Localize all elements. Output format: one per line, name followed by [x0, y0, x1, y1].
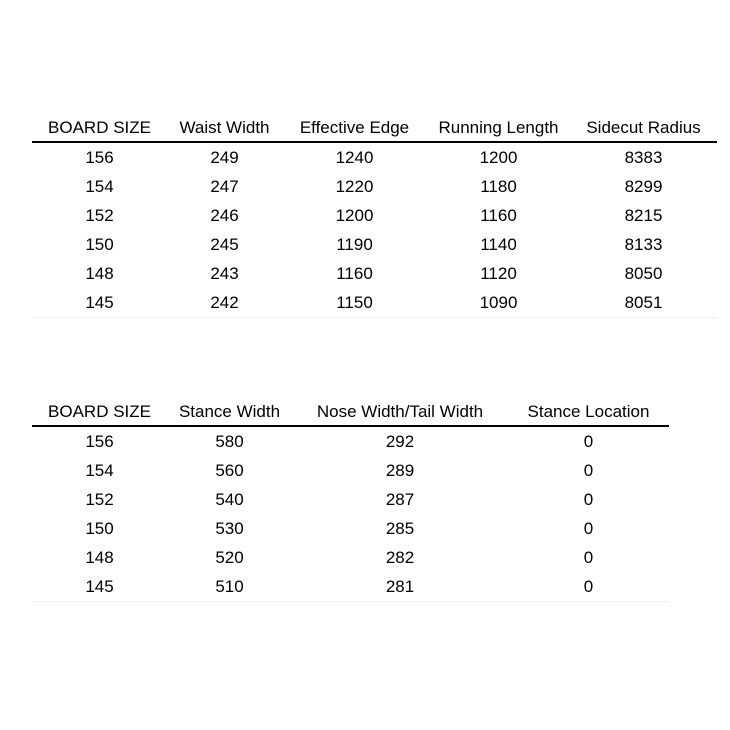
cell-running-length: 1200: [479, 148, 518, 167]
table-row: [32, 259, 717, 288]
column-header-board-size: BOARD SIZE: [32, 114, 167, 142]
cell-stance-location: 0: [583, 548, 594, 567]
cell-board-size: 145: [32, 572, 167, 602]
cell-effective-edge: 1200: [335, 206, 374, 225]
column-header-sidecut-radius: Sidecut Radius: [570, 114, 717, 142]
cell-effective-edge: 1150: [282, 288, 427, 318]
cell-board-size: 156: [85, 432, 114, 451]
cell-running-length: 1120: [480, 264, 517, 283]
column-header-board-size: BOARD SIZE: [32, 398, 167, 426]
cell-waist-width: 243: [210, 264, 239, 283]
cell-board-size: 148: [85, 264, 114, 283]
cell-board-size: 148: [85, 548, 114, 567]
cell-running-length: 1090: [427, 288, 570, 318]
column-header-running-length: Running Length: [427, 114, 570, 142]
cell-board-size: 150: [85, 235, 114, 254]
cell-board-size: 156: [85, 148, 114, 167]
cell-sidecut-radius: 8051: [570, 288, 717, 318]
cell-effective-edge: 1160: [336, 264, 373, 283]
column-header-nose-tail-width: Nose Width/Tail Width: [292, 398, 508, 426]
cell-running-length: 1180: [480, 177, 517, 196]
cell-sidecut-radius: 8215: [624, 206, 663, 225]
cell-stance-location: 0: [508, 572, 669, 602]
table-row: [32, 456, 669, 485]
cell-board-size: 154: [85, 461, 114, 480]
cell-stance-width: 560: [215, 461, 244, 480]
cell-nose-tail-width: 281: [292, 572, 508, 602]
table-row: [32, 426, 669, 456]
cell-stance-width: 540: [215, 490, 244, 509]
table-header-row: [32, 114, 717, 142]
column-header-waist-width: Waist Width: [167, 114, 282, 142]
column-header-stance-location: Stance Location: [508, 398, 669, 426]
cell-nose-tail-width: 287: [385, 490, 415, 509]
cell-stance-width: 530: [215, 519, 244, 538]
table-row: [32, 230, 717, 259]
cell-sidecut-radius: 8133: [624, 235, 663, 254]
cell-waist-width: 242: [167, 288, 282, 318]
board-geometry-table: [32, 114, 717, 318]
cell-stance-width: 510: [167, 572, 292, 602]
table-header-row: [32, 398, 669, 426]
cell-stance-location: 0: [583, 432, 594, 451]
cell-sidecut-radius: 8050: [624, 264, 663, 283]
cell-stance-location: 0: [583, 490, 594, 509]
cell-waist-width: 245: [210, 235, 239, 254]
cell-nose-tail-width: 292: [385, 432, 415, 451]
table-row: [32, 288, 717, 318]
board-stance-table: [32, 398, 669, 602]
cell-board-size: 152: [85, 206, 114, 225]
cell-effective-edge: 1220: [335, 177, 374, 196]
cell-board-size: 152: [85, 490, 114, 509]
cell-stance-width: 580: [215, 432, 244, 451]
table-row: [32, 485, 669, 514]
cell-stance-location: 0: [583, 461, 594, 480]
column-header-effective-edge: Effective Edge: [282, 114, 427, 142]
cell-effective-edge: 1240: [335, 148, 374, 167]
cell-waist-width: 246: [210, 206, 239, 225]
cell-waist-width: 247: [210, 177, 239, 196]
table-row: [32, 201, 717, 230]
cell-sidecut-radius: 8299: [624, 177, 663, 196]
column-header-stance-width: Stance Width: [167, 398, 292, 426]
cell-waist-width: 249: [210, 148, 239, 167]
table-row: [32, 142, 717, 172]
cell-running-length: 1160: [480, 206, 517, 225]
cell-board-size: 154: [85, 177, 114, 196]
cell-running-length: 1140: [480, 235, 517, 254]
table-row: [32, 514, 669, 543]
table-row: [32, 572, 669, 602]
cell-nose-tail-width: 282: [385, 548, 415, 567]
cell-sidecut-radius: 8383: [624, 148, 663, 167]
table-row: [32, 172, 717, 201]
cell-nose-tail-width: 285: [385, 519, 415, 538]
cell-nose-tail-width: 289: [385, 461, 415, 480]
cell-board-size: 150: [85, 519, 114, 538]
cell-effective-edge: 1190: [336, 235, 373, 254]
cell-stance-location: 0: [583, 519, 594, 538]
table-row: [32, 543, 669, 572]
cell-stance-width: 520: [215, 548, 244, 567]
cell-board-size: 145: [32, 288, 167, 318]
